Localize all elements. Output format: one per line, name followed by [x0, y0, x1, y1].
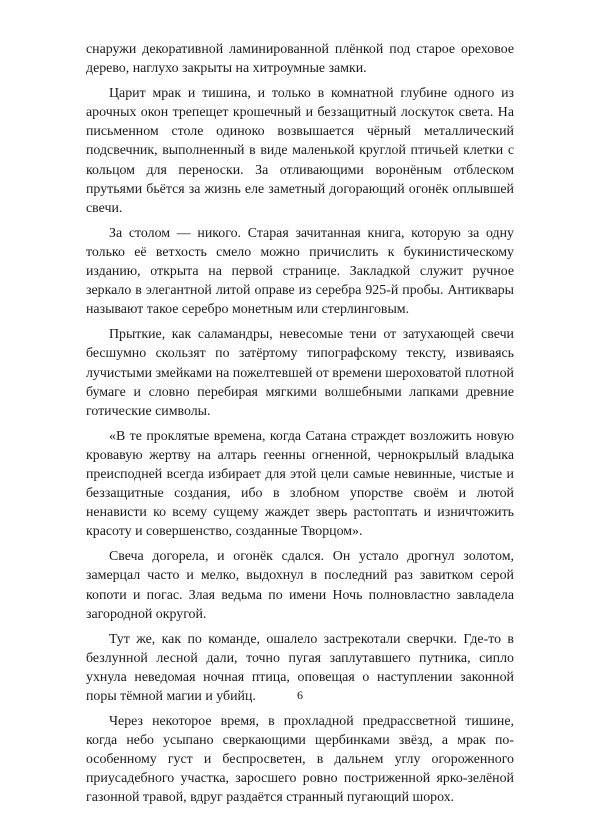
paragraph: За столом — никого. Старая зачитанная книга, которую за одну только её ветхость смело можно причислить к букинистическому изданию, открыта на первой странице. Закладкой служит ручное зеркало в элегантной литой оправе из серебра 925-й пробы. Антиквары называют такое серебро монетным или стерлинговым.	[86, 225, 514, 318]
page-number: 6	[297, 688, 303, 702]
paragraph: Тут же, как по команде, ошалело застрекотали сверчки. Где-то в безлунной лесной дали, точно пугая заплутавшего путника, сипло ухнула неведомая ночная птица, оповещая о наступлении законной поры тёмной магии и убийц.	[86, 631, 514, 704]
paragraph: Свеча догорела, и огонёк сдался. Он устало дрогнул золотом, замерцал часто и мелко, выдохнул в последний раз завитком серой копоти и погас. Злая ведьма по имени Ночь полновластно завладела загородной округой.	[86, 549, 514, 622]
paragraph: Прыткие, как саламандры, невесомые тени от затухающей свечи бесшумно скользят по затёртому типографскому тексту, извиваясь лучистыми змейками на пожелтевшей от времени шероховатой плотной бумаге и словно перебирая мягкими волшебными лапками древние готические символы.	[86, 327, 514, 419]
paragraph: «В те проклятые времена, когда Сатана страждет возложить новую кровавую жертву на алтарь геенны огненной, чернокрылый владыка преисподней всегда избирает для этой цели самые невинные, чистые и беззащитные создания, ибо в злобном упорстве своём и лютой ненависти ко всему сущему жаждет зверь растоптать и изничтожить красоту и совершенство, созданные Творцом».	[86, 428, 514, 540]
paragraph: снаружи декоративной ламинированной плёнкой под старое ореховое дерево, наглухо закрыты на хитроумные замки.	[86, 42, 514, 77]
paragraph: Через некоторое время, в прохладной предрассветной тишине, когда небо усыпано сверкающими щербинками звёзд, а мрак по-особенному густ и беспросветен, в дальнем углу огороженного приусадебного участка, заросшего ровно постриженной ярко-зелёной газонной травой, вдруг раздаётся странный пугающий шорох.	[86, 714, 514, 806]
paragraph: Царит мрак и тишина, и только в комнатной глубине одного из арочных окон трепещет крошечный и беззащитный лоскуток света. На письменном столе одиноко возвышается чёрный металлический подсвечник, выполненный в виде маленькой круглой птичьей клетки с кольцом для переноски. За отливающими воронёным отблеском прутьями бьётся за жизнь еле заметный догорающий огонёк оплывшей свечи.	[86, 86, 514, 216]
